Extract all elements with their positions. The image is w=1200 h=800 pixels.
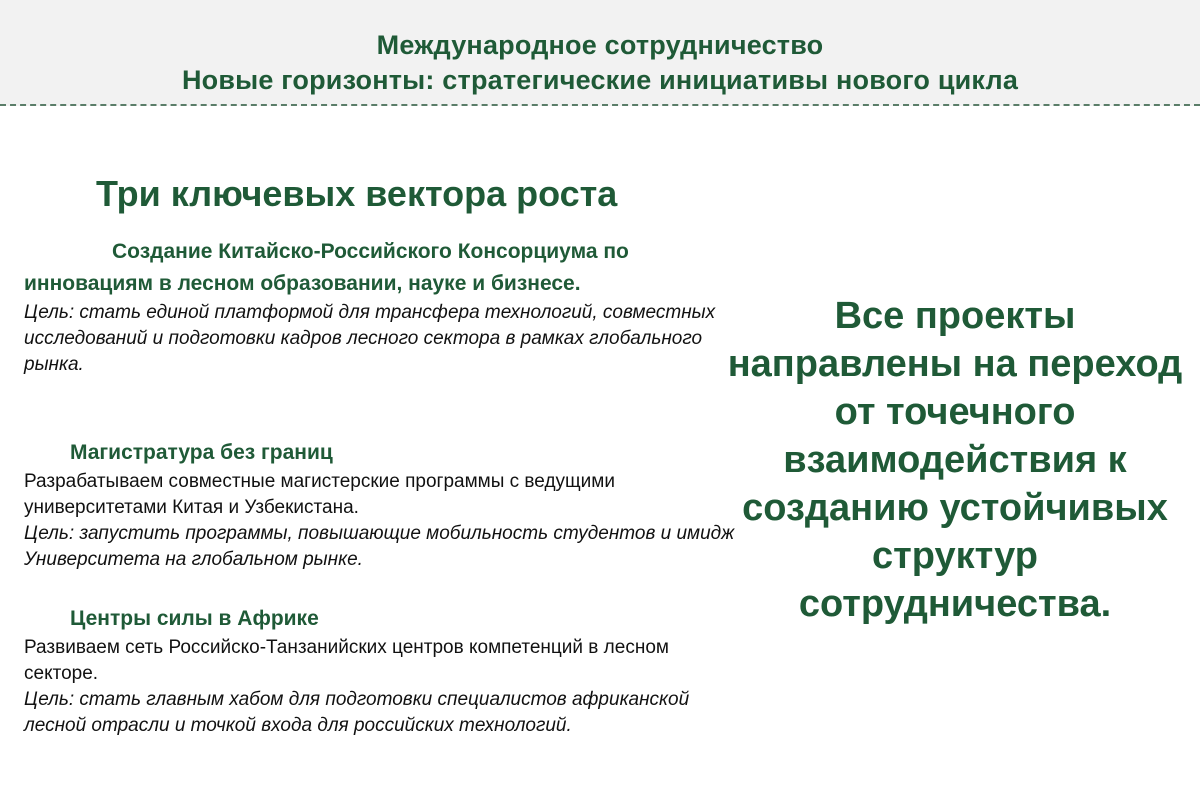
vector-heading <box>24 437 744 469</box>
vector-goal: Цель: стать главным хабом для подготовки специалистов африканской лесной отрасли и точкой входа для российских технологий. <box>24 689 690 736</box>
summary-callout: Все проекты направлены на переход от точечного взаимодействия к созданию устойчивых структур сотрудничества. <box>727 295 1183 625</box>
vector-masters <box>24 437 744 573</box>
header-divider <box>0 104 1200 106</box>
vector-goal: Цель: запустить программы, повышающие мобильность студентов и имидж Университета на глобальном рынке. <box>24 523 735 570</box>
vector-description: Развиваем сеть Российско-Танзанийских центров компетенций в лесном секторе. <box>24 637 669 684</box>
header-subtitle: Новые горизонты: стратегические инициативы нового цикла <box>181 65 1019 95</box>
vector-heading-text: Создание Китайско-Российского Консорциума по инновациям в лесном образовании, науке и бизнесе. <box>24 240 629 295</box>
vector-heading <box>24 603 744 635</box>
section-title: Три ключевых вектора роста <box>96 173 618 214</box>
vector-consortium <box>24 236 744 378</box>
slide-header <box>0 0 1200 106</box>
vector-heading <box>24 236 744 300</box>
vector-heading-text: Магистратура без границ <box>70 441 333 464</box>
vector-africa <box>24 603 744 739</box>
vector-description: Разрабатываем совместные магистерские программы с ведущими университетами Китая и Узбекистана. <box>24 471 615 518</box>
header-title: Международное сотрудничество <box>376 30 824 60</box>
vector-goal: Цель: стать единой платформой для трансфера технологий, совместных исследований и подготовки кадров лесного сектора в рамках глобального рынка. <box>24 302 716 375</box>
vector-heading-text: Центры силы в Африке <box>70 607 319 630</box>
